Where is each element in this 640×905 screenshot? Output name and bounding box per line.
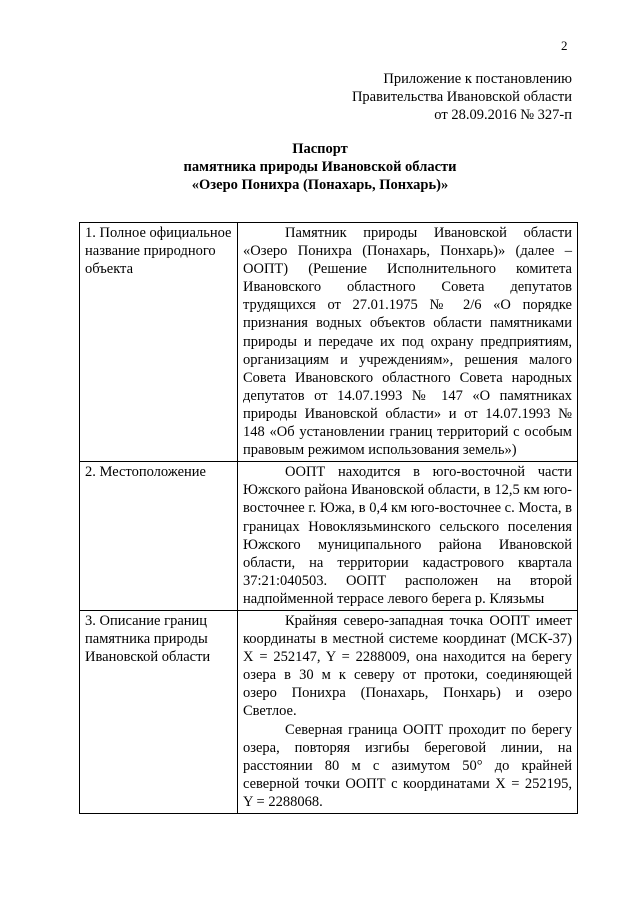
row-value <box>238 223 578 462</box>
page-number: 2 <box>561 38 568 53</box>
row-value <box>238 462 578 611</box>
row-paragraph: Памятник природы Ивановской области «Озеро Понихра (Понахарь, Понхарь)» (далее – ООПТ) (Решение Исполнительного комитета Ивановского областного Совета депутатов трудящихся от 27.01.1975 № 2/6 «О порядке признания водных объектов области памятниками природы и передаче их под охрану предприятиям, организациям и учреждениям», решения малого Совета Ивановского областного Совета народных депутатов от 14.07.1993 № 147 «О памятниках природы Ивановской области» и от 14.07.1993 № 148 «Об установлении границ территорий с особым правовым режимом использования земель») <box>243 225 572 459</box>
table-row <box>80 462 578 611</box>
table-row <box>80 223 578 462</box>
appendix-line: Правительства Ивановской области <box>351 89 572 105</box>
row-label: 1. Полное официальное название природного объекта <box>80 223 238 462</box>
appendix-header <box>352 70 572 124</box>
title-line: Паспорт <box>292 141 348 157</box>
row-label: 2. Местоположение <box>80 462 238 611</box>
row-value <box>238 610 578 813</box>
passport-table <box>79 222 578 814</box>
row-paragraph: Крайняя северо-западная точка ООПТ имеет координаты в местной системе координат (МСК-37) X = 252147, Y = 2288009, она находится на берегу озера в 30 м к северу от протоки, соединяющей озеро Понихра (Понахарь, Понхарь) и озеро Светлое. <box>243 612 572 720</box>
table-row <box>80 610 578 813</box>
document-title <box>0 140 640 194</box>
appendix-line: Приложение к постановлению <box>383 71 572 87</box>
row-label: 3. Описание границ памятника природы Ивановской области <box>80 610 238 813</box>
row-paragraph: Северная граница ООПТ проходит по берегу озера, повторяя изгибы береговой линии, на расстоянии 80 м с азимутом 50° до крайней северной точки ООПТ с координатами X = 252195, Y = 2288068. <box>243 721 572 810</box>
title-line: «Озеро Понихра (Понахарь, Понхарь)» <box>191 177 449 193</box>
row-paragraph: ООПТ находится в юго-восточной части Южского района Ивановской области, в 12,5 км юго-восточнее г. Южа, в 0,4 км юго-восточнее с. Моста, в границах Новоклязьминского сельского поселения Южского муниципального района Ивановской области, на территории кадастрового квартала 37:21:040503. ООПТ расположен на второй надпойменной террасе левого берега р. Клязьмы <box>243 464 572 607</box>
appendix-line: от 28.09.2016 № 327-п <box>434 107 572 123</box>
title-line: памятника природы Ивановской области <box>183 159 457 175</box>
